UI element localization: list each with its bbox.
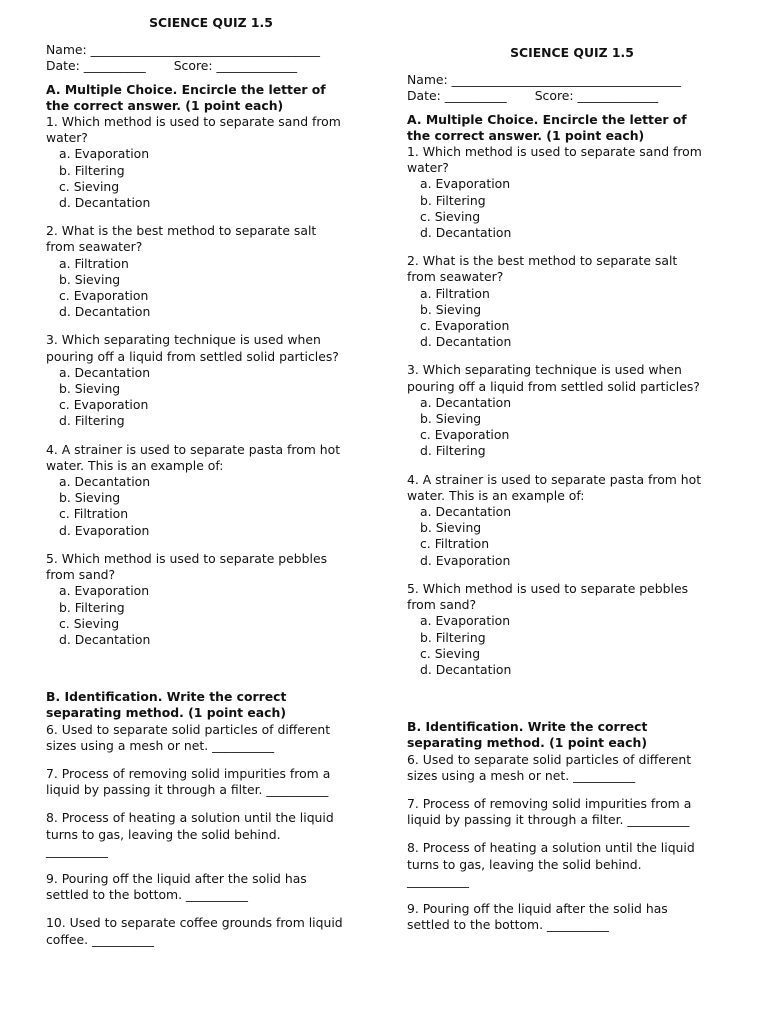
option-c[interactable]: c. Sieving xyxy=(59,615,120,631)
question-2 xyxy=(46,223,376,320)
question-3 xyxy=(407,362,737,459)
question-text: 4. A strainer is used to separate pasta from hot xyxy=(407,471,702,487)
option-a[interactable]: a. Filtration xyxy=(420,285,490,301)
question-5 xyxy=(46,551,376,648)
option-d[interactable]: d. Filtering xyxy=(59,413,125,429)
option-a[interactable]: a. Evaporation xyxy=(59,583,150,599)
identification-item-8 xyxy=(407,840,737,889)
identification-item-8 xyxy=(46,810,376,859)
option-b[interactable]: b. Filtering xyxy=(59,162,125,178)
quiz-copy-right xyxy=(407,45,737,945)
option-b[interactable]: b. Sieving xyxy=(420,520,482,536)
question-text: pouring off a liquid from settled solid particles? xyxy=(407,378,700,394)
item-text: 6. Used to separate solid particles of different xyxy=(407,751,692,767)
option-c[interactable]: c. Evaporation xyxy=(59,397,149,413)
item-text-blank[interactable]: liquid by passing it through a filter. __________ xyxy=(46,782,329,798)
item-text: 7. Process of removing solid impurities from a xyxy=(407,795,692,811)
item-text: 8. Process of heating a solution until the liquid xyxy=(46,810,334,826)
question-text: 1. Which method is used to separate sand from xyxy=(46,114,341,130)
option-d[interactable]: d. Decantation xyxy=(59,195,151,211)
option-c[interactable]: c. Sieving xyxy=(59,178,120,194)
option-d[interactable]: d. Evaporation xyxy=(420,552,511,568)
option-b[interactable]: b. Sieving xyxy=(420,411,482,427)
date-label: Date: __________ xyxy=(46,58,146,74)
option-c[interactable]: c. Evaporation xyxy=(59,288,149,304)
option-a[interactable]: a. Decantation xyxy=(420,394,512,410)
item-text: turns to gas, leaving the solid behind. xyxy=(407,856,642,872)
item-text: 9. Pouring off the liquid after the solid has xyxy=(46,870,307,886)
identification-item-9 xyxy=(46,871,376,903)
option-a[interactable]: a. Evaporation xyxy=(59,146,150,162)
section-a-heading-line1: A. Multiple Choice. Encircle the letter of xyxy=(46,81,326,97)
identification-item-6 xyxy=(46,722,376,754)
question-text: 2. What is the best method to separate salt xyxy=(46,223,317,239)
quiz-copy-left xyxy=(46,15,376,960)
section-b-heading-line1: B. Identification. Write the correct xyxy=(407,719,648,735)
item-text: 9. Pouring off the liquid after the solid has xyxy=(407,900,668,916)
option-c[interactable]: c. Evaporation xyxy=(420,427,510,443)
question-3 xyxy=(46,332,376,429)
question-text: from sand? xyxy=(407,597,477,613)
identification-item-7 xyxy=(46,766,376,798)
question-4 xyxy=(46,442,376,539)
section-b-heading-line2: separating method. (1 point each) xyxy=(407,735,647,751)
section-b-heading xyxy=(46,689,376,721)
date-score-line xyxy=(407,88,737,104)
question-text: from sand? xyxy=(46,567,116,583)
question-text: 5. Which method is used to separate pebbles xyxy=(407,580,689,596)
option-c[interactable]: c. Filtration xyxy=(420,536,490,552)
item-text-blank[interactable]: settled to the bottom. __________ xyxy=(46,887,248,903)
item-text-blank[interactable]: liquid by passing it through a filter. __________ xyxy=(407,812,690,828)
option-a[interactable]: a. Decantation xyxy=(59,364,151,380)
question-text: 2. What is the best method to separate salt xyxy=(407,253,678,269)
option-a[interactable]: a. Evaporation xyxy=(420,613,511,629)
option-b[interactable]: b. Sieving xyxy=(59,381,121,397)
item-text: 7. Process of removing solid impurities from a xyxy=(46,765,331,781)
option-b[interactable]: b. Filtering xyxy=(420,629,486,645)
item-text-blank[interactable]: sizes using a mesh or net. __________ xyxy=(407,767,636,783)
question-text: pouring off a liquid from settled solid particles? xyxy=(46,348,339,364)
option-d[interactable]: d. Decantation xyxy=(420,661,512,677)
option-b[interactable]: b. Sieving xyxy=(420,301,482,317)
score-label: Score: _____________ xyxy=(534,88,659,104)
section-b-heading-line2: separating method. (1 point each) xyxy=(46,705,286,721)
question-5 xyxy=(407,581,737,678)
identification-item-9 xyxy=(407,901,737,933)
option-d[interactable]: d. Decantation xyxy=(420,225,512,241)
question-text: from seawater? xyxy=(46,239,143,255)
option-d[interactable]: d. Evaporation xyxy=(59,522,150,538)
item-text-blank[interactable]: coffee. __________ xyxy=(46,931,155,947)
section-a-heading-line2: the correct answer. (1 point each) xyxy=(46,97,284,113)
question-text: 5. Which method is used to separate pebbles xyxy=(46,550,328,566)
name-line: Name: _____________________________________ xyxy=(46,42,320,58)
option-d[interactable]: d. Decantation xyxy=(59,304,151,320)
item-text: 10. Used to separate coffee grounds from liquid xyxy=(46,915,343,931)
item-text: 8. Process of heating a solution until the liquid xyxy=(407,840,695,856)
option-d[interactable]: d. Filtering xyxy=(420,443,486,459)
option-b[interactable]: b. Sieving xyxy=(59,490,121,506)
answer-blank[interactable]: __________ xyxy=(407,872,469,888)
identification-item-7 xyxy=(407,796,737,828)
section-b-heading-line1: B. Identification. Write the correct xyxy=(46,689,287,705)
identification-item-6 xyxy=(407,752,737,784)
date-label: Date: __________ xyxy=(407,88,507,104)
option-c[interactable]: c. Evaporation xyxy=(420,318,510,334)
section-a-heading-line1: A. Multiple Choice. Encircle the letter of xyxy=(407,111,687,127)
section-a-heading xyxy=(407,112,737,144)
option-c[interactable]: c. Filtration xyxy=(59,506,129,522)
option-a[interactable]: a. Evaporation xyxy=(420,176,511,192)
question-1 xyxy=(46,114,376,211)
option-c[interactable]: c. Sieving xyxy=(420,645,481,661)
option-b[interactable]: b. Sieving xyxy=(59,271,121,287)
question-1 xyxy=(407,144,737,241)
question-4 xyxy=(407,472,737,569)
section-a-heading xyxy=(46,82,376,114)
option-c[interactable]: c. Sieving xyxy=(420,208,481,224)
option-a[interactable]: a. Filtration xyxy=(59,255,129,271)
option-b[interactable]: b. Filtering xyxy=(420,192,486,208)
section-a-heading-line2: the correct answer. (1 point each) xyxy=(407,127,645,143)
question-text: 3. Which separating technique is used when xyxy=(407,362,682,378)
question-text: water. This is an example of: xyxy=(46,457,224,473)
option-a[interactable]: a. Decantation xyxy=(59,474,151,490)
item-text-blank[interactable]: settled to the bottom. __________ xyxy=(407,917,609,933)
option-a[interactable]: a. Decantation xyxy=(420,504,512,520)
question-2 xyxy=(407,253,737,350)
quiz-title: SCIENCE QUIZ 1.5 xyxy=(149,15,273,30)
date-score-line xyxy=(46,58,376,74)
identification-item-10 xyxy=(46,915,376,947)
question-text: 3. Which separating technique is used when xyxy=(46,332,321,348)
name-line: Name: _____________________________________ xyxy=(407,72,681,88)
quiz-title: SCIENCE QUIZ 1.5 xyxy=(510,45,634,60)
question-text: water? xyxy=(46,130,88,146)
section-b-heading xyxy=(407,719,737,751)
option-d[interactable]: d. Decantation xyxy=(420,334,512,350)
question-text: from seawater? xyxy=(407,269,504,285)
question-text: water? xyxy=(407,160,449,176)
question-text: 1. Which method is used to separate sand from xyxy=(407,144,702,160)
question-text: water. This is an example of: xyxy=(407,487,585,503)
item-text: 6. Used to separate solid particles of different xyxy=(46,721,331,737)
item-text: turns to gas, leaving the solid behind. xyxy=(46,826,281,842)
score-label: Score: _____________ xyxy=(173,58,298,74)
item-text-blank[interactable]: sizes using a mesh or net. __________ xyxy=(46,737,275,753)
question-text: 4. A strainer is used to separate pasta from hot xyxy=(46,441,341,457)
option-b[interactable]: b. Filtering xyxy=(59,599,125,615)
answer-blank[interactable]: __________ xyxy=(46,842,108,858)
option-d[interactable]: d. Decantation xyxy=(59,631,151,647)
